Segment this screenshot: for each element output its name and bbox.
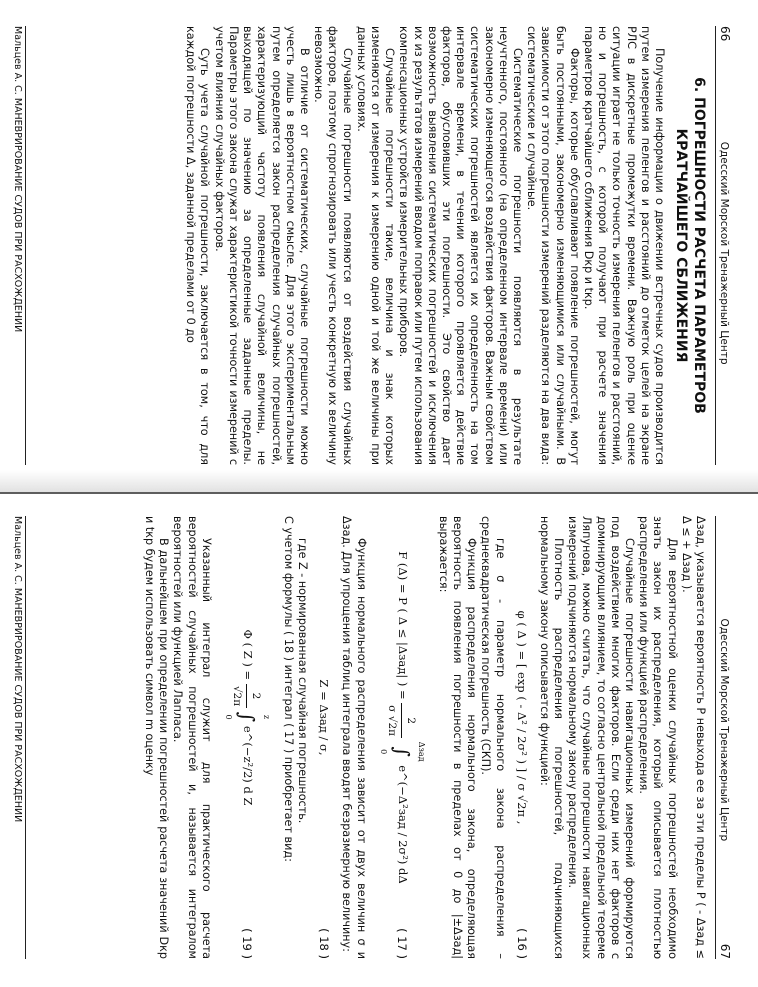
equation-19-fraction — [228, 684, 265, 708]
equation-18 — [315, 516, 333, 959]
equation-19-fraction-top: 2 — [246, 684, 265, 708]
right-paragraph-6: Функция распределения нормального закона, определяющая вероятность появления погрешности в пределах от 0 до |±Δзад| выражается: — [436, 516, 479, 959]
equation-16-number: ( 16 ) — [514, 928, 529, 959]
equation-17-fraction-bottom: σ √2π — [386, 705, 399, 737]
left-page — [0, 0, 758, 493]
left-footer: Мальцев А. С. МАНЕВРИРОВАНИЕ СУДОВ ПРИ РАСХОЖДЕНИИ — [12, 26, 26, 465]
right-paragraph-2: Для вероятностной оценки случайных погрешностей необходимо знать закон их распределения, который описывается плотностью распределения или функцией распределения. — [637, 516, 679, 959]
right-paragraph-1: Δзад, указывается вероятность P невыхода ее за эти пределы P ( - Δзад ≤ Δ ≤ + Δзад ). — [679, 516, 707, 959]
right-paragraph-10: Указанный интеграл служит для практического расчета вероятностей случайных погрешностей и, называется интегралом вероятностей или функцией Лапласа. — [171, 516, 213, 959]
left-paragraph-1: Получение информации о движении встречных судов производится путем измерения пеленгов и расстояний до отметок целей на экране РЛС в дискретные промежутки времени. Важную роль при оценке ситуации играет не только точность измерения пеленгов и расстояний, но и погрешность, с которой получают при расчете значения параметров кратчайшего сближения Dкр и tкр. — [581, 26, 666, 465]
integral-icon: ∫ — [234, 711, 259, 723]
equation-16 — [513, 516, 531, 959]
integral-icon: ∫ — [389, 746, 414, 757]
right-paragraph-4: Плотность распределения погрешностей, подчиняющихся нормальному закону описывается функцией: — [537, 516, 565, 959]
right-paragraph-7: Функция нормального распределения зависит от двух величин σ и Δзад. Для упрощения таблиц интеграла вводят безразмерную величину: — [340, 516, 368, 959]
right-page — [0, 494, 758, 987]
equation-16-body: φ ( Δ ) = [ exp ( - Δ² / 2σ² ) ] / σ √2π , — [514, 610, 529, 825]
equation-19-upper-limit: z — [261, 714, 271, 720]
equation-17-lower-limit: 0 — [378, 749, 388, 755]
equation-17-integrand: e^(−Δ²зад / 2σ²) dΔ — [395, 765, 410, 884]
section-title: 6. ПОГРЕШНОСТИ РАСЧЕТА ПАРАМЕТРОВ КРАТЧАЙШЕГО СБЛИЖЕНИЯ — [673, 77, 707, 414]
left-paragraph-5: Случайные погрешности появляются от воздействия случайных факторов, поэтому спрогнозировать или учесть конкретную их величину невозможно. — [312, 26, 354, 465]
left-paragraph-7: Суть учета случайной погрешности, заключается в том, что для каждой погрешности Δ, заданной пределами от 0 до — [184, 26, 212, 465]
equation-19-lower-limit: 0 — [223, 714, 233, 720]
equation-17-number: ( 17 ) — [394, 928, 409, 959]
equation-19-number: ( 19 ) — [239, 928, 254, 959]
right-page-number: 67 — [718, 943, 732, 959]
equation-19 — [219, 516, 275, 959]
left-paragraph-3: Систематические погрешности появляются в результате неучтенного, постоянного (на определенном интервале времени) или закономерно изменяющегося воздействия факторов. Важным свойством систематических погрешностей является их определенность на том интервале времени, в течении которого проявляется действие факторов, обусловивших эти погрешности. Это свойство дает возможность выявления систематических погрешностей и исключения их из результатов измерений вводом поправок или путем использования компенсационных устройств измерительных приборов. — [397, 26, 524, 465]
equation-17-fraction — [383, 703, 420, 738]
right-paragraph-9: С учетом формулы ( 18 ) интеграл ( 17 ) приобретает вид: — [281, 516, 295, 862]
equation-18-number: ( 18 ) — [317, 928, 332, 959]
equation-17-fraction-top: 2 — [401, 703, 420, 738]
right-running-head: Одесский Морской Тренажерный Центр — [718, 618, 730, 842]
left-paragraph-6: В отличие от систематических, случайные погрешности можно учесть лишь в вероятностном смысле. Для этого экспериментальным путем определяется закон распределения случайных погрешностей, характеризующий частоту появления случайной величины, не выходящей по значению за определенные заданные пределы. Параметры этого закона служат характеристикой точности измерений с учетом влияния случайных факторов. — [212, 26, 311, 465]
equation-17-integral-limits — [374, 742, 430, 762]
equation-19-fraction-bottom: √2π — [231, 685, 244, 707]
right-paragraph-11: В дальнейшем при определении погрешностей расчета значений Dкр и tкр будем использовать символ m оценку — [142, 516, 171, 959]
equation-19-body — [219, 516, 275, 919]
right-paragraph-3: Случайные погрешности навигационных измерений формируются под воздействием многих факторов. Если среди них нет факторов с доминирующим влиянием, то согласно центральной предельной теореме Ляпунова, можно считать, что случайные погрешности навигационных измерений подчиняются нормальному закону распределения. — [566, 516, 636, 959]
equation-17 — [374, 516, 430, 959]
left-running-head: Одесский Морской Тренажерный Центр — [718, 141, 730, 365]
left-paragraph-2: Факторы, которые обуславливают появление погрешностей, могут быть постоянными, закономерно изменяющимися или случайными. В зависимости от этого погрешности измерений разделяются на два вида: систематические и случайные. — [525, 26, 581, 465]
equation-19-integrand: e^(−z²/2) d Z — [240, 725, 255, 806]
equation-17-upper-limit: Δзад — [416, 741, 426, 762]
equation-17-lhs: F (Δ) = P ( Δ ≤ |Δзад| ) = — [395, 551, 410, 700]
equation-19-integral-limits — [219, 712, 275, 722]
left-paragraph-4: Случайные погрешности такие, величина и знак которых изменяются от измерения к измерению одной и той же величины при данных условиях. — [354, 26, 397, 465]
equation-18-body: Z = Δзад / σ, — [317, 679, 332, 756]
right-footer: Мальцев А. С. МАНЕВРИРОВАНИЕ СУДОВ ПРИ РАСХОЖДЕНИИ — [12, 516, 26, 959]
right-paragraph-8: где Z - нормированная случайная погрешность. — [296, 538, 310, 824]
equation-19-lhs: Φ ( Z ) = — [240, 629, 255, 681]
left-page-header — [715, 26, 732, 465]
equation-17-body — [374, 516, 430, 919]
right-page-header — [715, 516, 732, 959]
right-paragraph-5: где σ - параметр нормального закона распределения – среднеквадратическая погрешность (СКП). — [479, 516, 507, 959]
left-page-number: 66 — [718, 26, 732, 42]
